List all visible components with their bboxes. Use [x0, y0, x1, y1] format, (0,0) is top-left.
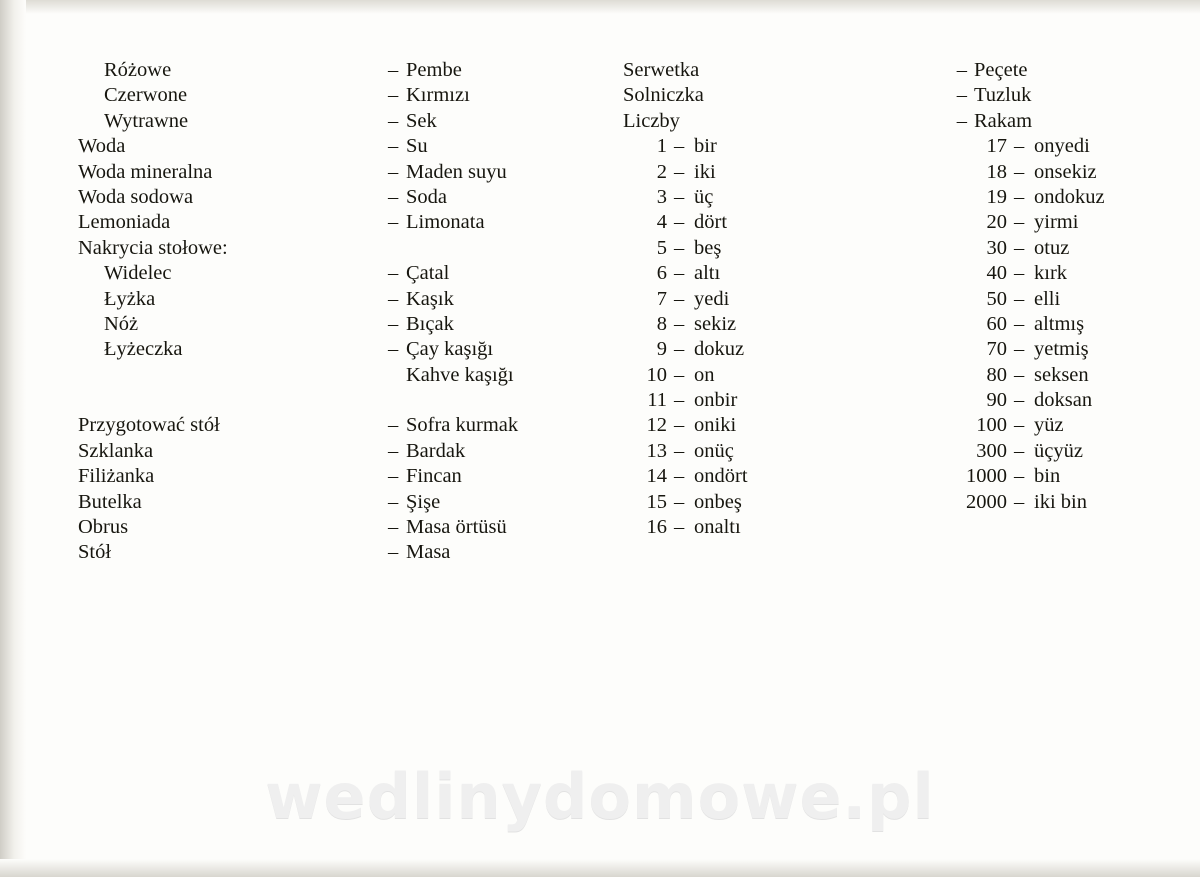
glossary-term-turkish: – Kırmızı [388, 84, 470, 107]
glossary-term-turkish: – Fincan [388, 465, 462, 488]
number-entry: 50 – elli [986, 287, 1061, 310]
number-entry: 1 – bir [656, 135, 717, 158]
glossary-term-polish: Szklanka [78, 439, 154, 462]
glossary-term-turkish: – Bardak [388, 439, 466, 462]
scan-edge-bottom [0, 859, 1200, 877]
number-entry: 17 – onyedi [986, 135, 1090, 158]
glossary-term-polish: Przygotować stół [78, 414, 220, 437]
glossary-columns [78, 58, 1138, 566]
glossary-term-polish: Lemoniada [78, 211, 171, 234]
glossary-term-turkish: – Maden suyu [388, 160, 507, 183]
glossary-term-turkish: – Şişe [388, 490, 441, 513]
glossary-term-turkish: – Bıçak [388, 312, 454, 335]
polish-terms-column [78, 58, 388, 566]
glossary-term-polish: Widelec [104, 262, 172, 285]
number-entry: 19 – ondokuz [986, 185, 1105, 208]
vocabulary-column-left [78, 58, 623, 566]
glossary-term-polish: Czerwone [104, 84, 188, 107]
glossary-term-polish: Nakrycia stołowe: [78, 236, 228, 259]
number-entry: 80 – seksen [986, 363, 1089, 386]
number-entry: 14 – ondört [646, 465, 748, 488]
number-entry: 1000 – bin [966, 465, 1061, 488]
glossary-term-turkish: – Pembe [388, 59, 462, 81]
glossary-term-turkish: – Tuzluk [956, 84, 1032, 107]
number-entry: 4 – dört [656, 211, 728, 234]
glossary-term-polish: Nóż [104, 312, 139, 335]
numbers-right-column [923, 58, 1138, 540]
number-entry: 70 – yetmiş [986, 338, 1089, 361]
number-entry: 8 – sekiz [656, 312, 737, 335]
glossary-term-turkish: Kahve kaşığı [406, 363, 514, 386]
site-watermark: wedlinydomowe.pl [265, 760, 935, 833]
number-entry: 300 – üçyüz [976, 439, 1083, 462]
glossary-term-turkish: – Rakam [956, 109, 1033, 132]
glossary-term-turkish: – Soda [388, 185, 447, 208]
number-entry: 6 – altı [656, 262, 721, 285]
glossary-term-turkish: – Kaşık [388, 287, 454, 310]
number-entry: 90 – doksan [986, 389, 1093, 412]
glossary-term-polish: Butelka [78, 490, 142, 513]
glossary-term-turkish: – Masa [388, 541, 451, 564]
glossary-term-polish: Woda [78, 135, 126, 158]
number-entry: 10 – on [646, 363, 715, 386]
number-entry: 13 – onüç [646, 439, 734, 462]
numbers-left-column [623, 58, 923, 540]
glossary-term-polish: Serwetka [623, 59, 700, 81]
glossary-term-polish: Filiżanka [78, 465, 155, 488]
glossary-term-polish: Różowe [104, 59, 172, 81]
glossary-term-polish: Woda sodowa [78, 185, 194, 208]
glossary-term-polish: Solniczka [623, 84, 704, 107]
number-entry: 9 – dokuz [656, 338, 745, 361]
glossary-term-polish [78, 363, 388, 388]
number-entry: 15 – onbeş [646, 490, 742, 513]
number-entry: 7 – yedi [656, 287, 730, 310]
number-entry: 18 – onsekiz [986, 160, 1097, 183]
glossary-term-turkish: – Su [388, 135, 428, 158]
number-entry: 20 – yirmi [986, 211, 1079, 234]
number-entry: 40 – kırk [986, 262, 1068, 285]
glossary-term-polish: Stół [78, 541, 112, 564]
scan-edge-top [0, 0, 1200, 14]
scan-edge-left [0, 0, 26, 877]
glossary-term-polish: Woda mineralna [78, 160, 213, 183]
glossary-term-turkish: – Çatal [388, 262, 450, 285]
number-entry: 16 – onaltı [646, 516, 741, 539]
glossary-term-turkish: – Limonata [388, 211, 485, 234]
number-entry: 2 – iki [656, 160, 716, 183]
number-entry: 12 – oniki [646, 414, 737, 437]
glossary-term-polish: Łyżeczka [104, 338, 183, 361]
turkish-terms-column [388, 58, 623, 566]
glossary-term-turkish: – Çay kaşığı [388, 338, 494, 361]
number-entry: 100 – yüz [976, 414, 1064, 437]
glossary-term-polish: Łyżka [104, 287, 156, 310]
number-entry: 2000 – iki bin [966, 490, 1087, 513]
number-entry: 60 – altmış [986, 312, 1085, 335]
glossary-term-turkish: – Sek [388, 109, 437, 132]
glossary-term-turkish [388, 236, 623, 261]
number-entry: 3 – üç [656, 185, 714, 208]
glossary-term-polish: Wytrawne [104, 109, 189, 132]
glossary-content [78, 58, 1138, 566]
number-entry: 5 – beş [656, 236, 722, 259]
glossary-term-turkish: – Masa örtüsü [388, 516, 507, 539]
vocabulary-column-right [623, 58, 1138, 540]
glossary-term-polish: Liczby [623, 109, 680, 132]
glossary-term-turkish: – Peçete [956, 59, 1028, 81]
glossary-term-polish: Obrus [78, 516, 129, 539]
glossary-term-turkish: – Sofra kurmak [388, 414, 519, 437]
number-entry: 11 – onbir [647, 389, 738, 412]
number-entry: 30 – otuz [986, 236, 1070, 259]
